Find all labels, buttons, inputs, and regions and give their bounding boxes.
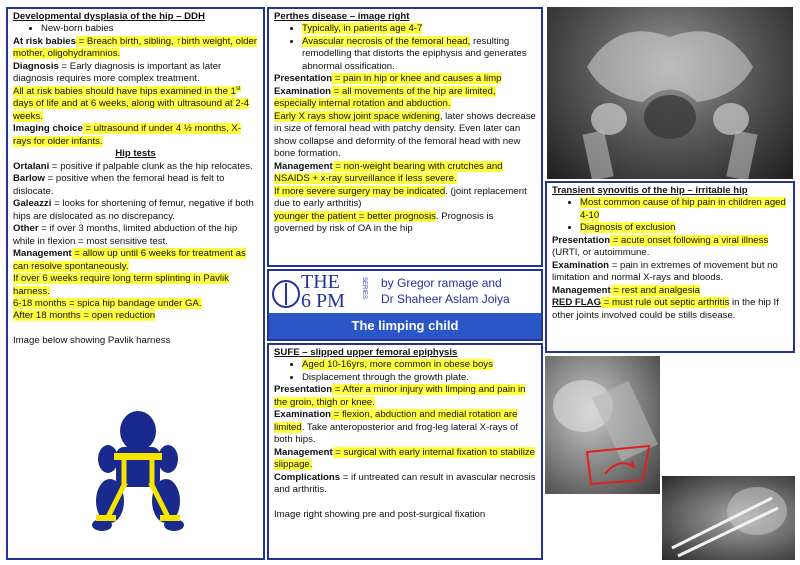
examination-label: Examination <box>552 259 610 271</box>
prognosis-text: . Prognosis is governed by risk of OA in the hip <box>274 210 494 234</box>
sufe-management <box>274 447 536 472</box>
transient-bullet-text: Most common cause of hip pain in children aged 4-10 <box>580 197 786 221</box>
sufe-title: SUFE – slipped upper femoral epiphysis <box>274 347 458 358</box>
perthes-management <box>274 161 536 186</box>
ddh-imaging <box>13 123 258 148</box>
topic-bar: The limping child <box>269 313 541 339</box>
logo-the: THE <box>301 271 340 293</box>
prognosis-highlight: younger the patient = better prognosis <box>274 210 436 222</box>
perthes-bullet-text: Typically, in patients age 4-7 <box>302 23 423 35</box>
presentation-text: = pain in hip or knee and causes a limp <box>332 73 502 85</box>
perthes-surgery <box>274 186 536 211</box>
authors-line: by Gregor ramage and <box>381 276 502 290</box>
xray-text: , later shows decrease in size of femoral head with patchy density. Even later can show collapse and deformity of the femoral head with new bone formation. <box>274 110 536 160</box>
presentation-label: Presentation <box>274 384 333 396</box>
transient-red-flag <box>552 297 788 322</box>
galeazzi-label: Galeazzi <box>13 198 52 210</box>
diagnosis-label: Diagnosis <box>13 60 59 72</box>
ddh-bullets <box>13 23 258 35</box>
presentation-highlight: = acute onset following a viral illness <box>610 234 769 246</box>
ddh-at-risk <box>13 36 258 61</box>
examination-text: = flexion, abduction and medial rotation are limited <box>274 409 518 433</box>
ddh-exam-schedule <box>13 86 258 124</box>
perthes-prognosis <box>274 211 536 236</box>
examination-text: = all movements of the hip are limited, especially internal rotation and abduction. <box>274 85 496 110</box>
sufe-pre-fixation-xray <box>545 356 660 494</box>
exam-text-b: days of life and at 6 weeks, along with ultrasound at 2-4 weeks. <box>13 98 250 122</box>
ddh-galeazzi <box>13 198 258 223</box>
ddh-barlow <box>13 173 258 198</box>
authors-line: Dr Shaheer Aslam Joiya <box>381 292 510 306</box>
presentation-label: Presentation <box>274 73 333 85</box>
hip-tests-title: Hip tests <box>115 148 156 160</box>
transient-examination <box>552 260 788 285</box>
exam-sup: st <box>235 85 241 92</box>
transient-title: Transient synovitis of the hip – irritable hip <box>552 185 748 196</box>
diagnosis-text: = Early diagnosis is important as later diagnosis requires more complex treatment. <box>13 60 222 85</box>
management-label: Management <box>274 446 333 458</box>
transient-management <box>552 285 788 297</box>
spica-text: 6-18 months = spica hip bandage under GA. <box>13 297 202 309</box>
management-label: Management <box>13 248 72 260</box>
barlow-text: = positive when the femoral head is felt to dislocate. <box>13 173 225 197</box>
pavlik-harness-illustration <box>88 409 188 534</box>
management-label: Management <box>552 284 611 296</box>
sufe-examination <box>274 409 536 446</box>
ddh-title: Developmental dysplasia of the hip – DDH <box>13 11 205 22</box>
xray-highlight: Early X rays show joint space widening <box>274 110 440 122</box>
perthes-pelvis-xray <box>547 7 793 179</box>
management-text: = rest and analgesia <box>610 284 700 296</box>
examination-label: Examination <box>274 85 332 97</box>
transient-bullets <box>552 197 788 234</box>
presentation-text: (URTI, or autoimmune. <box>552 247 650 259</box>
sufe-bullets <box>274 359 536 384</box>
sufe-panel <box>267 343 543 560</box>
red-flag-text: in the hip If other joints involved could be stills disease. <box>552 297 779 321</box>
ddh-management <box>13 248 258 273</box>
ddh-ortolani <box>13 161 258 173</box>
transient-synovitis-panel <box>545 181 795 353</box>
post-fixation-xray-image <box>662 476 795 560</box>
at-risk-label: At risk babies <box>13 35 76 47</box>
ortolani-text: = positive if palpable clunk as the hip relocates. <box>49 160 253 172</box>
sufe-bullet <box>302 359 536 371</box>
imaging-label: Imaging choice <box>13 123 83 135</box>
title-banner <box>267 269 543 341</box>
sufe-presentation <box>274 384 536 409</box>
pelvis-xray-image <box>547 7 793 179</box>
series-logo <box>271 273 371 313</box>
transient-bullet-text: Diagnosis of exclusion <box>580 222 676 234</box>
complications-text: = if untreated can result in avascular necrosis and arthritis. <box>274 471 536 496</box>
authors <box>381 275 510 307</box>
other-text: = if over 3 months, limited abduction of the hip while in flexion = most sensitive test. <box>13 223 238 247</box>
sufe-bullet-text: Aged 10-16yrs, more common in obese boys <box>302 359 493 371</box>
red-flag-highlight: = must rule out septic arthritis <box>601 297 730 309</box>
ddh-bullet: • New-born babies <box>41 23 258 35</box>
perthes-panel <box>267 7 543 267</box>
transient-bullet <box>580 222 788 234</box>
ddh-diagnosis <box>13 61 258 86</box>
ddh-other <box>13 223 258 248</box>
examination-rest: . Take anteroposterior and frog-leg lateral X-rays of both hips. <box>274 421 519 446</box>
open-text: After 18 months = open reduction <box>13 310 156 322</box>
splint-text: If over 6 weeks require long term splinting in Pavlik harness. <box>13 273 229 297</box>
sufe-complications <box>274 472 536 497</box>
perthes-bullet-text: Avascular necrosis of the femoral head, <box>302 35 471 47</box>
examination-text: = pain in extremes of movement but no limitation and normal X-rays and bloods. <box>552 259 778 284</box>
sufe-post-fixation-xray <box>662 476 795 560</box>
management-text: = surgical with early internal fixation to stabilize slippage. <box>274 446 536 471</box>
ddh-spica <box>13 298 258 310</box>
presentation-label: Presentation <box>552 234 611 246</box>
complications-label: Complications <box>274 471 341 483</box>
perthes-presentation <box>274 73 536 85</box>
sufe-image-caption: Image right showing pre and post-surgical fixation <box>274 508 486 520</box>
clock-icon <box>271 279 301 309</box>
management-text: = non-weight bearing with crutches and NSAIDS + x-ray surveillance if less severe. <box>274 160 503 185</box>
logo-6pm: 6 PM <box>301 290 345 312</box>
perthes-bullet <box>302 23 536 35</box>
ddh-splint <box>13 273 258 298</box>
perthes-xray <box>274 111 536 161</box>
perthes-examination <box>274 86 536 111</box>
perthes-title: Perthes disease – image right <box>274 11 410 22</box>
ortolani-label: Ortalani <box>13 160 50 172</box>
perthes-bullets <box>274 23 536 73</box>
ddh-image-caption: Image below showing Pavlik harness <box>13 334 171 346</box>
presentation-text: = After a minor injury with limping and pain in the groin, thigh or knee. <box>274 384 526 408</box>
other-label: Other <box>13 223 39 235</box>
examination-label: Examination <box>274 409 332 421</box>
galeazzi-text: = looks for shortening of femur, negative if both hips are dislocated as no discrepancy. <box>13 198 254 222</box>
exam-text-a: All at risk babies should have hips examined in the 1 <box>13 86 236 97</box>
logo-series: SERIES <box>360 277 367 300</box>
barlow-label: Barlow <box>13 173 45 185</box>
perthes-bullet-text: resulting remodelling that distorts the epiphysis and generates abnormal ossification. <box>302 35 527 72</box>
ddh-panel <box>6 7 265 560</box>
transient-bullet <box>580 197 788 222</box>
management-label: Management <box>274 160 333 172</box>
surgery-highlight: If more severe surgery may be indicated <box>274 185 446 197</box>
surgery-text: . (joint replacement due to early arthritis) <box>274 185 527 210</box>
perthes-bullet <box>302 36 536 73</box>
red-flag-label: RED FLAG <box>552 297 602 309</box>
management-text: = allow up until 6 weeks for treatment as can resolve spontaneously. <box>13 248 246 272</box>
imaging-text: = ultrasound if under 4 ½ months, X-rays for older infants. <box>13 123 241 147</box>
ddh-open <box>13 310 258 322</box>
pre-fixation-xray-image <box>545 356 660 494</box>
transient-presentation <box>552 235 788 260</box>
at-risk-text: = Breach birth, sibling, ↑birth weight, older mother, oligohydramnios. <box>13 35 257 60</box>
sufe-bullet: • Displacement through the growth plate. <box>302 372 536 384</box>
